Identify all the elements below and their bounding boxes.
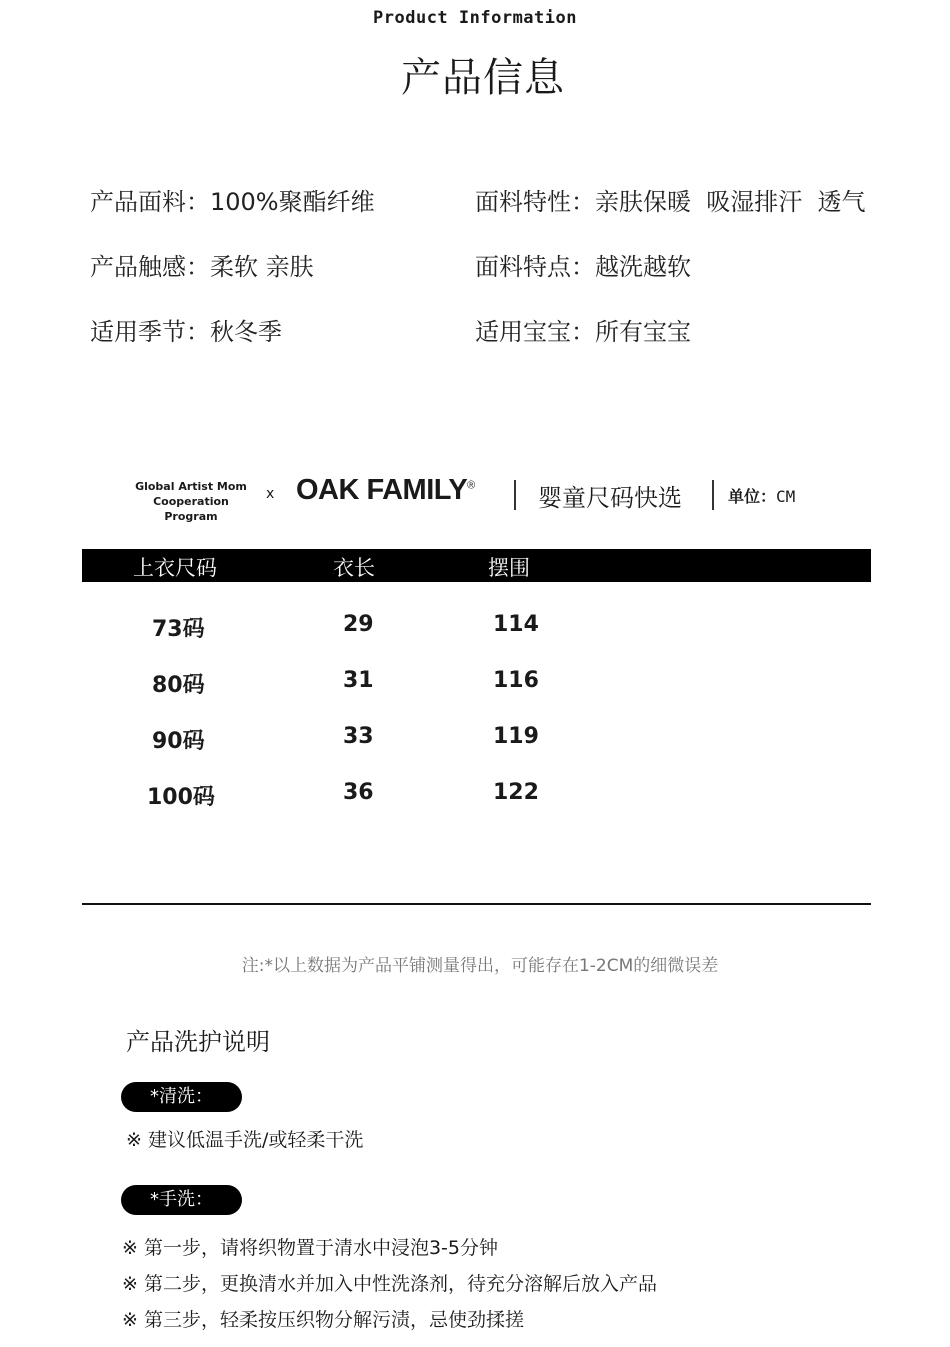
column-header-hem: 摆围 [488,556,530,580]
wash-instruction: ※ 建议低温手洗/或轻柔干洗 [126,1129,364,1151]
info-suitable-baby: 适用宝宝：所有宝宝 [475,318,691,346]
cell-length: 36 [343,780,374,805]
brand-program-text [131,479,251,524]
cell-length: 29 [343,612,374,637]
info-touch: 产品触感：柔软 亲肤 [90,253,314,281]
handwash-label-pill: *手洗： [121,1185,242,1215]
size-chart-title: 婴童尺码快选 [538,484,682,512]
unit-label: 单位： [728,487,777,506]
column-header-length: 衣长 [333,556,375,580]
english-title: Product Information [373,8,577,28]
table-row [82,668,871,708]
brand-program-line2: Cooperation Program [153,495,229,523]
info-season: 适用季节：秋冬季 [90,318,282,346]
divider [712,480,714,510]
table-row [82,780,871,820]
measurement-note: 注:*以上数据为产品平铺测量得出，可能存在1-2CM的细微误差 [241,956,719,976]
unit [728,484,795,507]
divider [514,480,516,510]
cell-length: 31 [343,668,374,693]
cell-hem: 119 [493,724,539,749]
handwash-step-3: ※ 第三步，轻柔按压织物分解污渍，忌使劲揉搓 [122,1309,524,1331]
wash-label-pill: *清洗： [121,1082,242,1112]
info-fabric: 产品面料：100%聚酯纤维 [90,188,375,216]
registered-mark: ® [467,479,475,492]
brand-cross: x [266,486,275,502]
cell-size: 73码 [152,617,205,642]
cell-hem: 114 [493,612,539,637]
cell-size: 100码 [147,785,215,810]
brand-logo [296,474,475,507]
handwash-step-1: ※ 第一步，请将织物置于清水中浸泡3-5分钟 [122,1237,498,1259]
column-header-size: 上衣尺码 [133,556,217,580]
info-fabric-properties: 面料特性：亲肤保暖 吸湿排汗 透气 [475,188,866,216]
cell-size: 80码 [152,673,205,698]
unit-value: CM [776,487,796,506]
brand-name: OAK FAMILY [296,474,468,506]
table-row [82,612,871,652]
page-title: 产品信息 [401,55,565,101]
cell-size: 90码 [152,729,205,754]
table-row [82,724,871,764]
cell-hem: 122 [493,780,539,805]
cell-hem: 116 [493,668,539,693]
brand-program-line1: Global Artist Mom [135,480,247,493]
table-bottom-rule [82,903,871,905]
cell-length: 33 [343,724,374,749]
handwash-step-2: ※ 第二步，更换清水并加入中性洗涤剂，待充分溶解后放入产品 [122,1273,657,1295]
info-fabric-feature: 面料特点：越洗越软 [475,253,691,281]
table-header [82,549,871,582]
care-title: 产品洗护说明 [126,1028,270,1056]
